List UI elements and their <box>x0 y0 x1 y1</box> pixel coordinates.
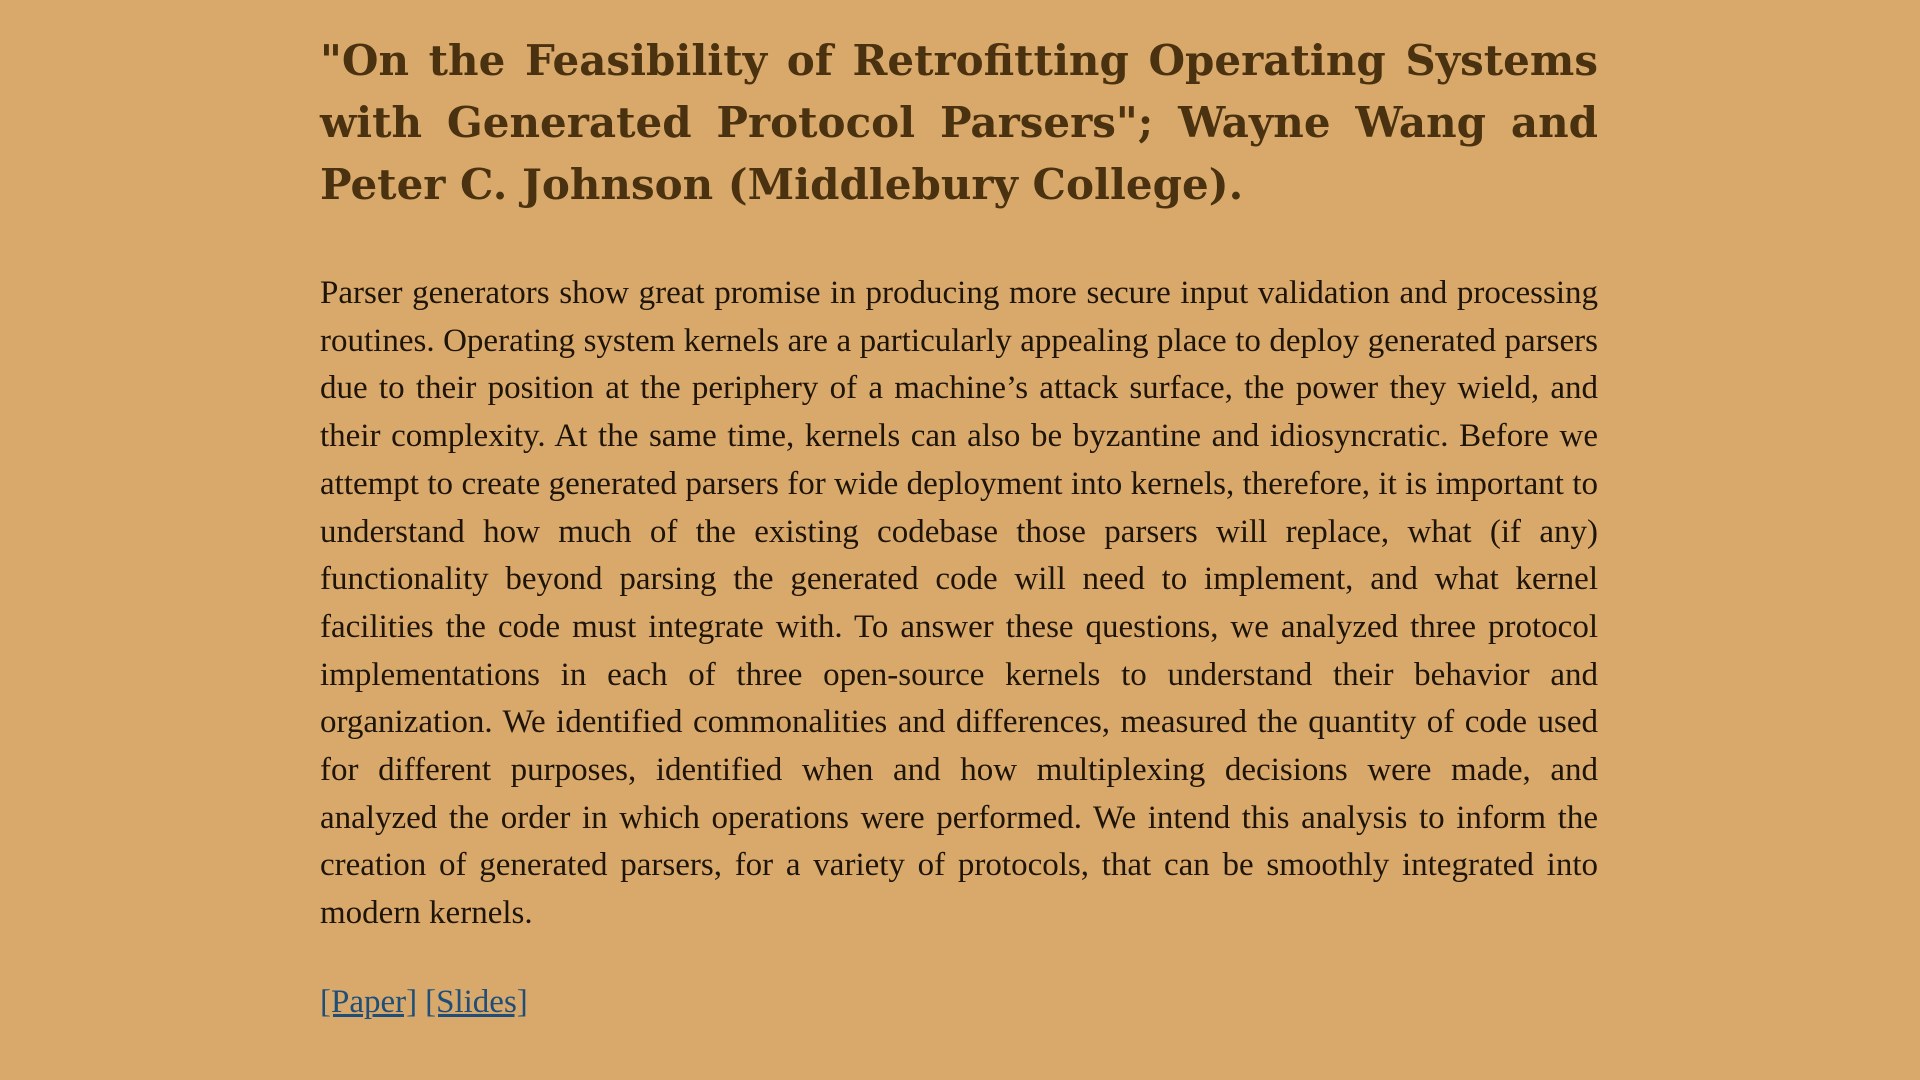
slides-link[interactable]: [Slides] <box>425 983 528 1020</box>
talk-title: "On the Feasibility of Retrofitting Operating Systems with Generated Protocol Parsers"; Wayne Wang and Peter C. Johnson (Middlebury College). <box>320 36 1598 209</box>
talk-entry <box>320 30 1598 1024</box>
talk-links <box>320 980 1598 1024</box>
talk-abstract: Parser generators show great promise in producing more secure input validation and processing routines. Operating system kernels are a particularly appealing place to deploy generated parsers due to their position at the periphery of a machine’s attack surface, the power they wield, and their complexity. At the same time, kernels can also be byzantine and idiosyncratic. Before we attempt to create generated parsers for wide deployment into kernels, therefore, it is important to understand how much of the existing codebase those parsers will replace, what (if any) functionality beyond parsing the generated code will need to implement, and what kernel facilities the code must integrate with. To answer these questions, we analyzed three protocol implementations in each of three open-source kernels to understand their behavior and organization. We identified commonalities and differences, measured the quantity of code used for different purposes, identified when and how multiplexing decisions were made, and analyzed the order in which operations were performed. We intend this analysis to inform the creation of generated parsers, for a variety of protocols, that can be smoothly integrated into modern kernels. <box>320 275 1598 932</box>
paper-link[interactable]: [Paper] <box>320 983 418 1020</box>
